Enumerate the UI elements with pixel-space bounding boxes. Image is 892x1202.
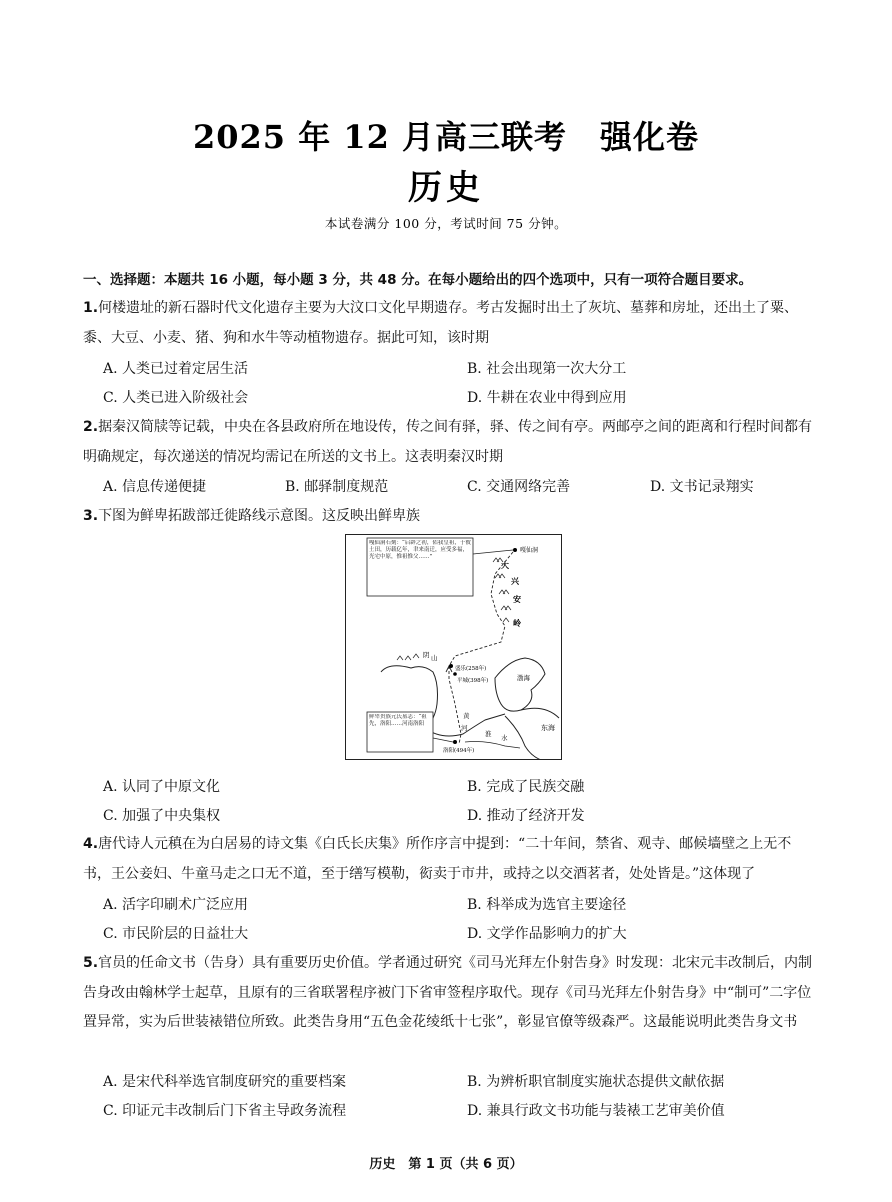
migration-map: [345, 534, 562, 760]
question-number: 1.: [83, 300, 99, 316]
option-b[interactable]: B. 邮驿制度规范: [285, 479, 389, 495]
question-text: 官员的任命文书（告身）具有重要历史价值。学者通过研究《司马光拜左仆射告身》时发现：北宋元丰改制后，内制告身改由翰林学士起草，且原有的三省联署程序被门下省审签程序取代。现存《司马光拜左仆射告身》中“制可”二字位置异常，实为后世装裱错位所致。此类告身用“五色金花绫纸十七张”，彰显官僚等级森严。这最能说明此类告身文书: [83, 955, 813, 1030]
option-d[interactable]: D. 文书记录翔实: [650, 479, 754, 495]
subject-title: 历史: [408, 168, 484, 208]
question-1: [83, 294, 813, 353]
cave-marker: [513, 548, 517, 552]
inscription-text-2: 鲜卑贵族元氏墓志：“祖先，洛阳……河南洛阳: [369, 714, 427, 727]
section-heading: 一、选择题：本题共 16 小题，每小题 3 分，共 48 分。在每小题给出的四个选项中，只有一项符合题目要求。: [83, 272, 753, 288]
inscription-text-1: 嘎仙洞石刻：“启辟之初，佑我皇祖，于彼土田，历载亿年，聿来南迁，应受多福，光宅中原，惟祖惟父……”: [369, 540, 471, 560]
exam-note: 本试卷满分 100 分，考试时间 75 分钟。: [324, 216, 568, 231]
question-number: 4.: [83, 836, 99, 852]
label-shan: 山: [431, 654, 438, 662]
option-d[interactable]: D. 文学作品影响力的扩大: [467, 926, 627, 942]
option-a[interactable]: A. 认同了中原文化: [103, 779, 221, 795]
option-d[interactable]: D. 推动了经济开发: [467, 808, 585, 824]
label-pingcheng: 平城(398年): [457, 678, 489, 684]
question-text: 何楼遗址的新石器时代文化遗存主要为大汶口文化早期遗存。考古发掘时出土了灰坑、墓葬和房址，还出土了粟、黍、大豆、小麦、猪、狗和水牛等动植物遗存。据此可知，该时期: [83, 300, 799, 346]
option-a[interactable]: A. 活字印刷术广泛应用: [103, 897, 249, 913]
label-range-ling: 岭: [513, 618, 521, 628]
inscription-box-2-text: [369, 714, 431, 750]
question-number: 5.: [83, 955, 99, 971]
luoyang-marker: [453, 740, 457, 744]
label-huang: 黄: [463, 712, 470, 720]
option-b[interactable]: B. 社会出现第一次大分工: [467, 361, 627, 377]
question-text: 下图为鲜卑拓跋部迁徙路线示意图。这反映出鲜卑族: [98, 508, 421, 524]
label-he: 河: [461, 724, 468, 732]
question-number: 3.: [83, 508, 99, 524]
label-bohai: 渤海: [517, 674, 530, 682]
label-yin: 阴: [423, 651, 430, 659]
option-a[interactable]: A. 人类已过着定居生活: [103, 361, 249, 377]
question-text: 据秦汉简牍等记载，中央在各县政府所在地设传，传之间有驿，驿、传之间有亭。两邮亭之间的距离和行程时间都有明确规定，每次递送的情况均需记在所送的文书上。这表明秦汉时期: [83, 419, 813, 465]
question-5: [83, 949, 813, 1038]
option-b[interactable]: B. 完成了民族交融: [467, 779, 585, 795]
option-a[interactable]: A. 是宋代科举选官制度研究的重要档案: [103, 1074, 347, 1090]
label-range-xing: 兴: [511, 576, 519, 586]
option-d[interactable]: D. 兼具行政文书功能与装裱工艺审美价值: [467, 1103, 725, 1119]
inscription-box-1-text: [369, 540, 471, 594]
option-c[interactable]: C. 印证元丰改制后门下省主导政务流程: [103, 1103, 347, 1119]
label-range-an: 安: [513, 594, 521, 604]
label-donghai: 东海: [541, 724, 555, 732]
question-number: 2.: [83, 419, 99, 435]
question-4: [83, 830, 813, 889]
label-huai: 淮: [485, 730, 492, 738]
option-a[interactable]: A. 信息传递便捷: [103, 479, 207, 495]
label-shui: 水: [501, 734, 508, 742]
exam-title: 2025 年 12 月高三联考 强化卷: [192, 118, 700, 156]
option-c[interactable]: C. 市民阶层的日益壮大: [103, 926, 249, 942]
question-text: 唐代诗人元稹在为白居易的诗文集《白氏长庆集》所作序言中提到：“二十年间，禁省、观寺、邮候墙壁之上无不书，王公妾妇、牛童马走之口无不道，至于缮写模勒，衒卖于市井，或持之以交酒茗者，处处皆是。”这体现了: [83, 836, 792, 882]
label-range-da: 大: [501, 560, 509, 570]
label-cave: 嘎仙洞: [520, 547, 539, 554]
shengle-marker: [449, 664, 453, 668]
option-d[interactable]: D. 牛耕在农业中得到应用: [467, 390, 627, 406]
page-footer: 历史 第 1 页（共 6 页）: [369, 1157, 523, 1172]
pingcheng-marker: [453, 672, 457, 676]
label-luoyang: 洛阳(494年): [443, 748, 475, 754]
option-c[interactable]: C. 人类已进入阶级社会: [103, 390, 249, 406]
question-3: [83, 502, 813, 532]
label-shengle: 盛乐(258年): [455, 666, 487, 672]
option-c[interactable]: C. 加强了中央集权: [103, 808, 221, 824]
question-2: [83, 413, 813, 472]
option-b[interactable]: B. 为辨析职官制度实施状态提供文献依据: [467, 1074, 725, 1090]
option-c[interactable]: C. 交通网络完善: [467, 479, 571, 495]
option-b[interactable]: B. 科举成为选官主要途径: [467, 897, 627, 913]
